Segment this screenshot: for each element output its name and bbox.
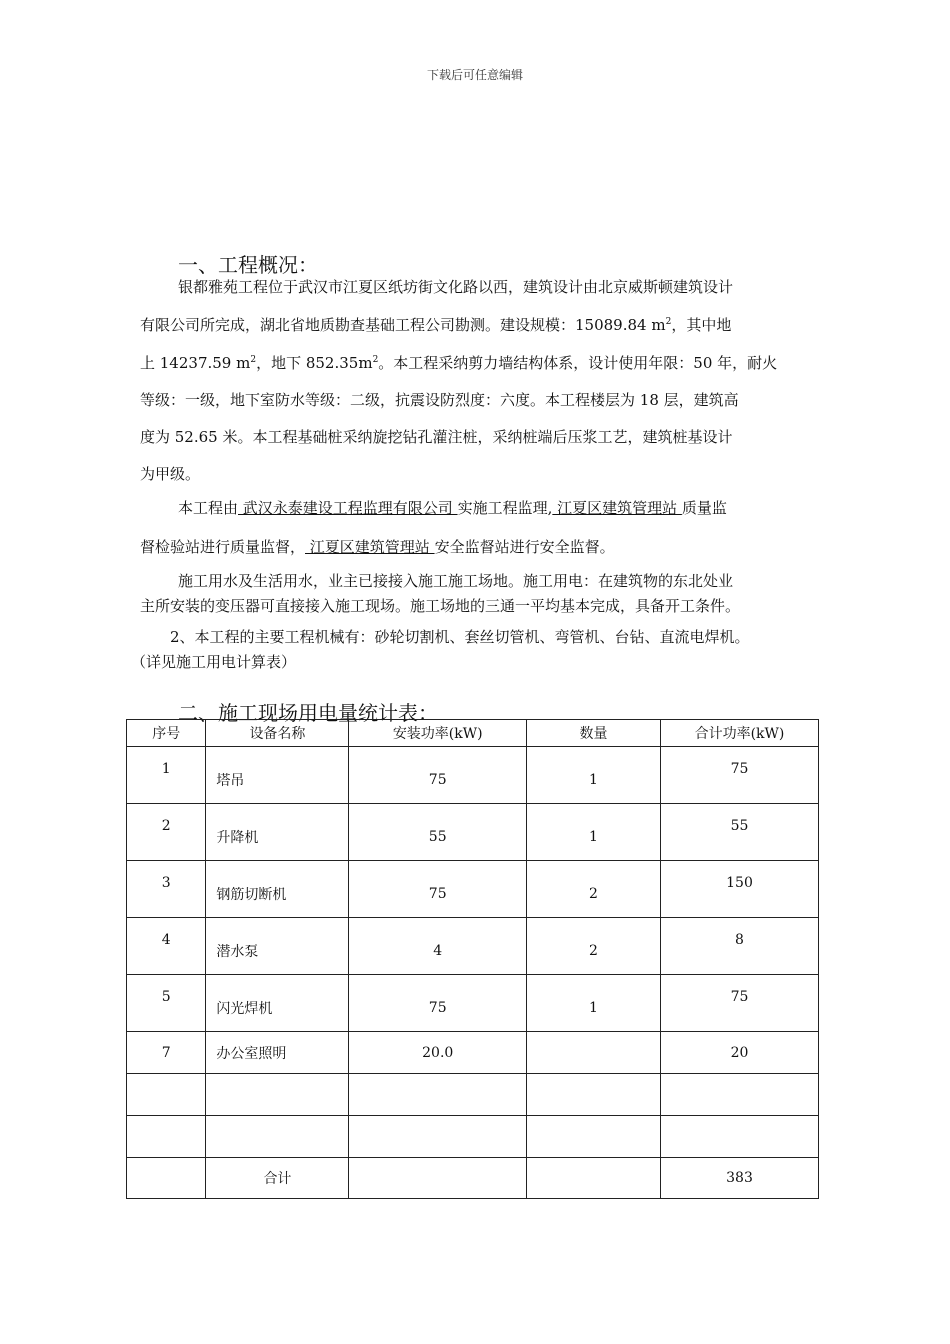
row-qty: 1 (589, 772, 598, 788)
supervision-line-2: 督检验站进行质量监督， 江夏区建筑管理站 安全监督站进行安全监督。 (140, 538, 615, 556)
table-row-empty (127, 1116, 819, 1158)
sum-total: 383 (661, 1158, 819, 1199)
row-seq: 1 (161, 761, 171, 777)
row-seq: 3 (161, 875, 171, 891)
row-total: 20 (661, 1032, 819, 1074)
row-total: 8 (735, 932, 744, 948)
row-qty: 2 (589, 886, 598, 902)
table-row (127, 747, 819, 804)
row-qty: 1 (589, 829, 598, 845)
table-header-row (127, 720, 819, 747)
sum-label: 合计 (206, 1158, 349, 1199)
overview-line-6: 为甲级。 (140, 465, 201, 483)
table-row (127, 1032, 819, 1074)
row-seq: 2 (161, 818, 171, 834)
table-row-empty (127, 1074, 819, 1116)
machinery-line-1: 2、本工程的主要工程机械有：砂轮切割机、套丝切管机、弯管机、台钻、直流电焊机。 (170, 628, 750, 646)
row-qty: 1 (589, 1000, 598, 1016)
row-name: 潜水泵 (216, 944, 259, 960)
row-name: 塔吊 (216, 773, 245, 789)
header-qty: 数量 (526, 720, 660, 747)
table-row (127, 861, 819, 918)
header-note: 下载后可任意编辑 (426, 68, 523, 82)
supervisor-company: 武汉永泰建设工程监理有限公司 (238, 499, 458, 517)
row-power: 75 (428, 886, 447, 902)
row-name: 升降机 (216, 830, 259, 846)
table-row (127, 804, 819, 861)
row-total: 55 (730, 818, 749, 834)
safety-station: 江夏区建筑管理站 (305, 538, 435, 556)
overview-line-5: 度为 52.65 米。本工程基础桩采纳旋挖钻孔灌注桩，采纳桩端后压浆工艺，建筑桩基设计 (140, 428, 733, 446)
supervision-line-1: 本工程由 武汉永泰建设工程监理有限公司 实施工程监理, 江夏区建筑管理站 质量监 (178, 499, 727, 517)
overview-line-2: 有限公司所完成，湖北省地质勘查基础工程公司勘测。建设规模：15089.84 $m^2$，其中地 (140, 316, 732, 334)
overview-line-4: 等级：一级，地下室防水等级：二级，抗震设防烈度：六度。本工程楼层为 18 层，建筑高 (140, 391, 739, 409)
table-row (127, 918, 819, 975)
row-seq: 5 (161, 989, 171, 1005)
power-usage-table (126, 719, 819, 1199)
row-total: 75 (730, 989, 749, 1005)
header-seq: 序号 (127, 720, 206, 747)
header-name: 设备名称 (206, 720, 349, 747)
header-power: 安装功率(kW) (349, 720, 526, 747)
quality-station: 江夏区建筑管理站 (552, 499, 682, 517)
header-total: 合计功率(kW) (661, 720, 819, 747)
table-row (127, 975, 819, 1032)
utilities-line-1: 施工用水及生活用水，业主已接接入施工施工场地。施工用电：在建筑物的东北处业 (178, 572, 734, 590)
section2-title: 二、施工现场用电量统计表： (178, 701, 438, 725)
row-name: 钢筋切断机 (216, 887, 287, 903)
overview-line-3: 上 14237.59 $m^2$，地下 $852.35m^2$。本工程采纳剪力墙结构体系，设计使用年限：50 年，耐火 (140, 354, 778, 372)
row-power: 75 (428, 1000, 447, 1016)
row-qty (526, 1032, 660, 1074)
row-seq: 4 (161, 932, 171, 948)
row-name: 闪光焊机 (216, 1001, 273, 1017)
section1-title: 一、工程概况： (178, 253, 318, 277)
row-seq: 7 (127, 1032, 206, 1074)
row-power: 55 (428, 829, 447, 845)
utilities-line-2: 主所安装的变压器可直接接入施工现场。施工场地的三通一平均基本完成，具备开工条件。 (140, 597, 741, 615)
row-power: 4 (433, 943, 443, 959)
row-power: 20.0 (349, 1032, 526, 1074)
row-total: 150 (726, 875, 753, 891)
table-sum-row (127, 1158, 819, 1199)
overview-line-1: 银都雅苑工程位于武汉市江夏区纸坊街文化路以西，建筑设计由北京威斯顿建筑设计 (178, 278, 734, 296)
row-qty: 2 (589, 943, 598, 959)
row-total: 75 (730, 761, 749, 777)
row-name: 办公室照明 (206, 1032, 349, 1074)
row-power: 75 (428, 772, 447, 788)
machinery-line-2: （详见施工用电计算表） (131, 653, 297, 671)
